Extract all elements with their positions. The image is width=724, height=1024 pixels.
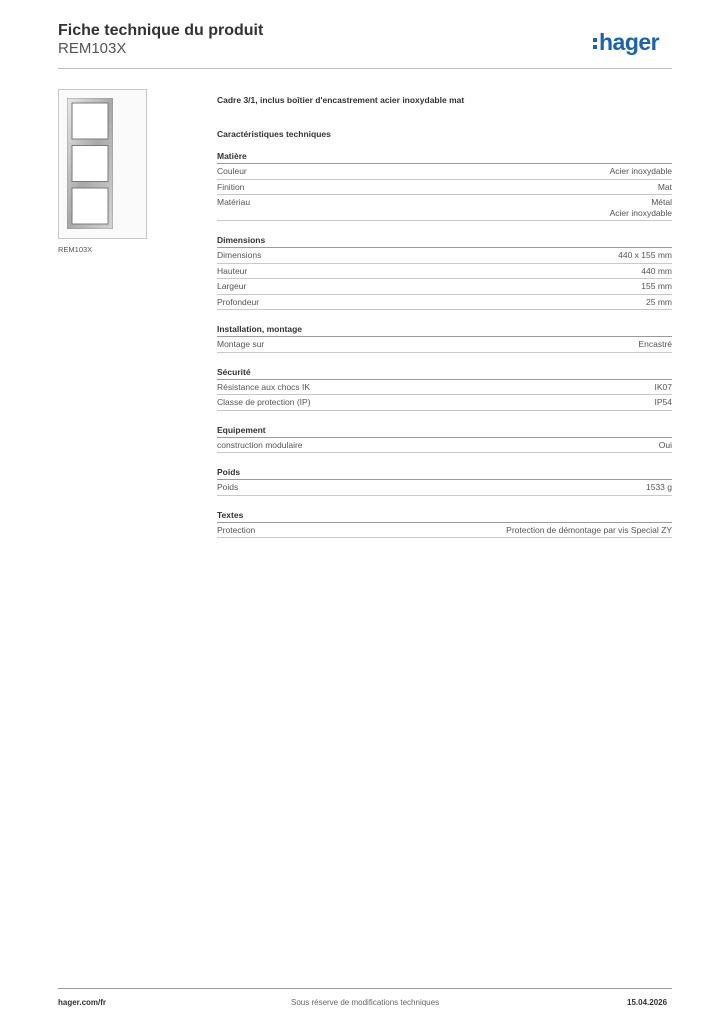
product-code: REM103X — [58, 40, 127, 57]
spec-value — [659, 440, 672, 451]
spec-value — [610, 197, 672, 218]
spec-value — [646, 482, 672, 493]
spec-section — [217, 467, 672, 496]
logo-text: hager — [599, 29, 660, 55]
section-heading: Dimensions — [217, 235, 672, 248]
section-heading: Installation, montage — [217, 324, 672, 337]
spec-label: Résistance aux chocs IK — [217, 381, 311, 392]
spec-value-line: IP54 — [654, 397, 672, 407]
page-title: Fiche technique du produit — [58, 22, 264, 39]
spec-value — [655, 397, 673, 408]
section-heading: Equipement — [217, 425, 672, 438]
hager-logo — [593, 29, 659, 56]
footer-website: hager.com/fr — [58, 998, 107, 1007]
spec-label: Poids — [217, 482, 239, 492]
spec-row — [217, 180, 672, 196]
spec-value-line: Mat — [657, 181, 672, 192]
spec-section — [217, 425, 672, 454]
spec-value — [641, 281, 672, 292]
specs-heading: Caractéristiques techniques — [217, 129, 331, 139]
spec-label: Classe de protection (IP) — [217, 397, 311, 407]
spec-label: Matériau — [217, 197, 251, 207]
logo-dots-icon — [593, 35, 598, 52]
spec-value — [655, 382, 673, 393]
spec-label: construction modulaire — [217, 439, 303, 450]
spec-value-line: 440 mm — [641, 265, 672, 276]
spec-value-line: 25 mm — [646, 296, 672, 307]
spec-row — [217, 195, 672, 221]
spec-value — [638, 339, 672, 350]
spec-label: Protection — [217, 524, 256, 535]
image-caption: REM103X — [58, 245, 93, 254]
spec-value-line: IK07 — [654, 381, 672, 392]
spec-row — [217, 295, 672, 311]
spec-label: Hauteur — [217, 265, 248, 276]
spec-label: Dimensions — [217, 250, 262, 260]
spec-sections — [217, 151, 672, 538]
spec-value-line: Acier inoxydable — [609, 166, 672, 176]
spec-value-line: Protection de démontage par vis Special ZY — [506, 524, 672, 535]
spec-row — [217, 164, 672, 180]
spec-value — [618, 250, 672, 261]
spec-value-line: 440 x 155 mm — [618, 250, 672, 260]
spec-label: Montage sur — [217, 339, 265, 349]
spec-value-line: Oui — [658, 439, 672, 450]
spec-value — [658, 182, 672, 193]
spec-row — [217, 248, 672, 264]
spec-value-line: 1533 g — [646, 482, 672, 492]
spec-label: Largeur — [217, 281, 247, 291]
spec-label: Finition — [217, 181, 245, 192]
spec-value — [610, 166, 672, 177]
spec-value-line: Acier inoxydable — [609, 207, 672, 218]
spec-row — [217, 337, 672, 353]
spec-label: Couleur — [217, 166, 247, 176]
footer-divider — [58, 988, 672, 989]
spec-section — [217, 235, 672, 310]
spec-row — [217, 264, 672, 280]
footer-date: 15.04.2026 — [627, 998, 668, 1007]
spec-value-line: Encastré — [638, 339, 672, 349]
spec-row — [217, 380, 672, 396]
spec-row — [217, 480, 672, 496]
spec-value — [641, 266, 672, 277]
spec-row — [217, 438, 672, 454]
spec-value-line: Métal — [651, 197, 672, 207]
spec-row — [217, 523, 672, 539]
header-divider — [58, 68, 672, 69]
spec-row — [217, 395, 672, 411]
spec-section — [217, 510, 672, 539]
spec-label: Profondeur — [217, 296, 260, 307]
section-heading: Poids — [217, 467, 672, 480]
spec-value — [646, 297, 672, 308]
section-heading: Matière — [217, 151, 672, 164]
spec-section — [217, 151, 672, 221]
section-heading: Textes — [217, 510, 672, 523]
section-heading: Sécurité — [217, 367, 672, 380]
spec-value-line: 155 mm — [641, 281, 672, 291]
spec-value — [506, 525, 672, 536]
spec-row — [217, 279, 672, 295]
product-image — [58, 89, 147, 239]
product-description: Cadre 3/1, inclus boîtier d'encastrement acier inoxydable mat — [217, 95, 465, 105]
triple-frame-icon — [67, 98, 113, 229]
spec-content — [217, 95, 672, 538]
footer-disclaimer: Sous réserve de modifications techniques — [291, 998, 440, 1007]
spec-section — [217, 367, 672, 411]
spec-section — [217, 324, 672, 353]
